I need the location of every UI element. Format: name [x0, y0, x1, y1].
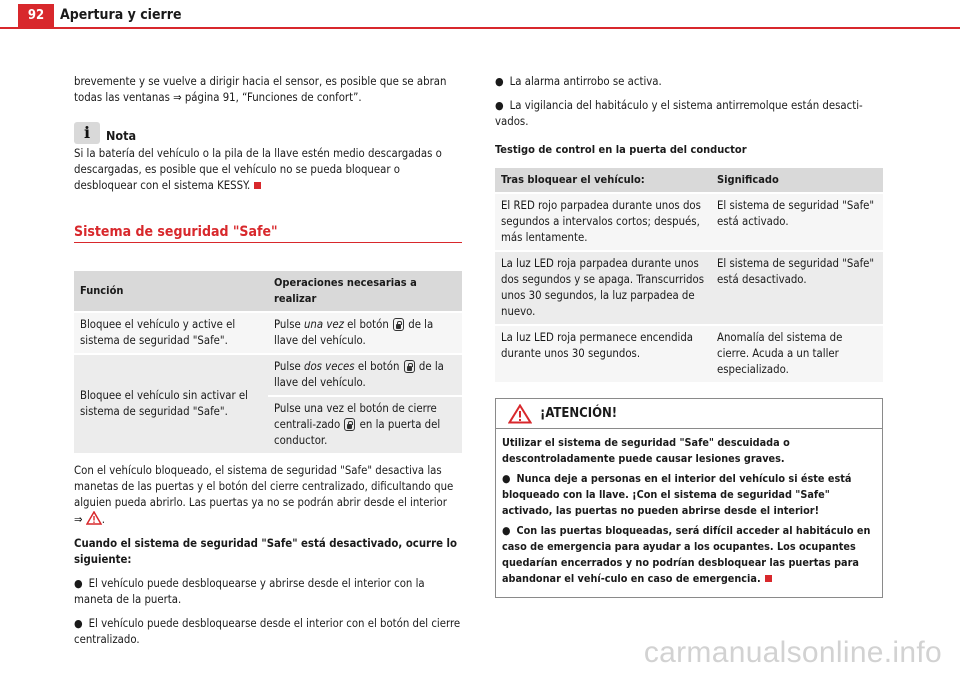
info-icon: i: [74, 122, 100, 144]
warning-box: [495, 398, 883, 598]
intro-paragraph: brevemente y se vuelve a dirigir hacia el sensor, es posible que se abran todas las ventanas ⇒ página 91, “Funciones de confort”.: [74, 75, 447, 104]
page-header: [0, 0, 960, 28]
warning-triangle-icon: [508, 404, 532, 424]
bullet-icon: ●: [495, 75, 504, 88]
note-text-content: Si la batería del vehículo o la pila de la llave estén medio descargadas o descargadas, es posible que el vehículo no se pueda bloquear o desbloquear con el sistema KESSY.: [74, 147, 442, 192]
table-header-cell: Operaciones necesarias a realizar: [268, 271, 462, 311]
lock-key-icon: [404, 360, 415, 373]
table-cell: La luz LED roja permanece encendida durante unos 30 segundos.: [495, 326, 711, 382]
bullet-icon: ●: [74, 617, 83, 630]
table-header-row: [495, 168, 883, 192]
text-run: de la llave del vehículo.: [274, 318, 434, 347]
table-header-row: [74, 271, 462, 311]
function-table: [74, 269, 462, 455]
body-text: Con el vehículo bloqueado, el sistema de seguridad "Safe" desactiva las manetas de las puertas y el botón del cierre centralizado, dificultando que alguien pueda abrirlo. Las puertas ya no se podrán abrir desde el interior: [74, 464, 454, 509]
header-rule: [0, 27, 960, 29]
subheading: Cuando el sistema de seguridad "Safe" está desactivado, ocurre lo siguiente:: [74, 537, 457, 566]
subheading: Testigo de control en la puerta del conductor: [495, 143, 747, 156]
bullet-icon: ●: [495, 99, 504, 112]
table-header-cell: Función: [74, 271, 268, 311]
list-item: [495, 74, 883, 90]
end-marker-icon: [254, 182, 261, 189]
text-run: el botón: [343, 318, 393, 331]
note-text: [74, 146, 462, 194]
table-cell: Bloquee el vehículo y active el sistema de seguridad "Safe".: [74, 313, 268, 353]
table-cell: [268, 397, 462, 453]
warning-item-text: Nunca deje a personas en el interior del vehículo si éste está bloqueado con la llave. ¡Con el sistema de seguridad "Safe" activado, las puertas no pueden abrirse desde el interior!: [502, 472, 852, 517]
warning-list-item: [502, 523, 876, 587]
table-cell: [268, 355, 462, 395]
warning-header: [496, 399, 882, 429]
watermark: carmanualsonline.info: [643, 636, 942, 669]
table-row: [495, 326, 883, 382]
table-cell: Anomalía del sistema de cierre. Acuda a un taller especializado.: [711, 326, 883, 382]
left-column: [74, 74, 462, 656]
indicator-table: [495, 166, 883, 384]
list-item: [74, 616, 462, 648]
list-item-text: El vehículo puede desbloquearse desde el interior con el botón del cierre centralizado.: [74, 617, 461, 646]
lock-key-icon: [393, 318, 404, 331]
list-item-text: La alarma antirrobo se activa.: [509, 75, 662, 88]
table-row: [495, 194, 883, 250]
page-title: Apertura y cierre: [60, 7, 182, 23]
warning-item-text: Con las puertas bloqueadas, será difícil acceder al habitáculo en caso de emergencia para ayudar a los ocupantes. Los ocupantes quedarían encerrados y no podrían desbloquear las puertas para abandonar el vehí-culo en caso de emergencia.: [502, 524, 871, 585]
table-row: [74, 355, 462, 395]
table-header-cell: Significado: [711, 168, 883, 192]
text-run: Pulse una vez el botón de cierre centrali-zado: [274, 402, 437, 431]
text-run: de la llave del vehículo.: [274, 360, 444, 389]
list-item: [74, 576, 462, 608]
lock-key-icon: [344, 418, 355, 431]
text-run: el botón: [354, 360, 403, 373]
table-cell: El sistema de seguridad "Safe" está desactivado.: [711, 252, 883, 324]
end-marker-icon: [765, 575, 772, 582]
list-item: [495, 98, 883, 130]
text-run: Pulse: [274, 318, 304, 331]
emphasis-text: dos veces: [303, 360, 355, 373]
table-cell: La luz LED roja parpadea durante unos dos segundos y se apaga. Transcurridos unos 30 segundos, la luz parpadea de nuevo.: [495, 252, 711, 324]
bullet-icon: ●: [74, 577, 83, 590]
emphasis-text: una vez: [303, 318, 344, 331]
table-cell: El RED rojo parpadea durante unos dos segundos a intervalos cortos; después, más lentamente.: [495, 194, 711, 250]
table-cell: El sistema de seguridad "Safe" está activado.: [711, 194, 883, 250]
note-title: Nota: [106, 128, 137, 143]
arrow-glyph: ⇒: [74, 513, 83, 526]
bullet-icon: ●: [502, 472, 511, 485]
note-header: [74, 122, 462, 144]
warning-intro: Utilizar el sistema de seguridad "Safe" descuidada o descontroladamente puede causar lesiones graves.: [502, 436, 790, 465]
table-row: [74, 313, 462, 353]
table-cell: Bloquee el vehículo sin activar el sistema de seguridad "Safe".: [74, 355, 268, 453]
table-row: [495, 252, 883, 324]
text-run: en la puerta del conductor.: [274, 418, 441, 447]
list-item-text: La vigilancia del habitáculo y el sistema antirremolque están desacti-vados.: [495, 99, 863, 128]
table-cell: [268, 313, 462, 353]
warning-body: [496, 429, 882, 597]
warning-title: ¡ATENCIÓN!: [540, 405, 618, 421]
section-title: Sistema de seguridad "Safe": [74, 224, 462, 243]
page-number: 92: [18, 4, 54, 28]
body-paragraph: Con el vehículo bloqueado, el sistema de seguridad "Safe" desactiva las manetas de las puertas y el botón del cierre centralizado, dificultando que alguien pueda abrirlo. Las puertas ya no se podrán abrir desde el interior ⇒ .: [74, 464, 454, 526]
warning-triangle-icon[interactable]: [86, 511, 102, 525]
text-run: Pulse: [274, 360, 304, 373]
list-item-text: El vehículo puede desbloquearse y abrirse desde el interior con la maneta de la puerta.: [74, 577, 425, 606]
bullet-icon: ●: [502, 524, 511, 537]
warning-list-item: [502, 471, 876, 519]
table-header-cell: Tras bloquear el vehículo:: [495, 168, 711, 192]
right-column: [495, 74, 883, 598]
